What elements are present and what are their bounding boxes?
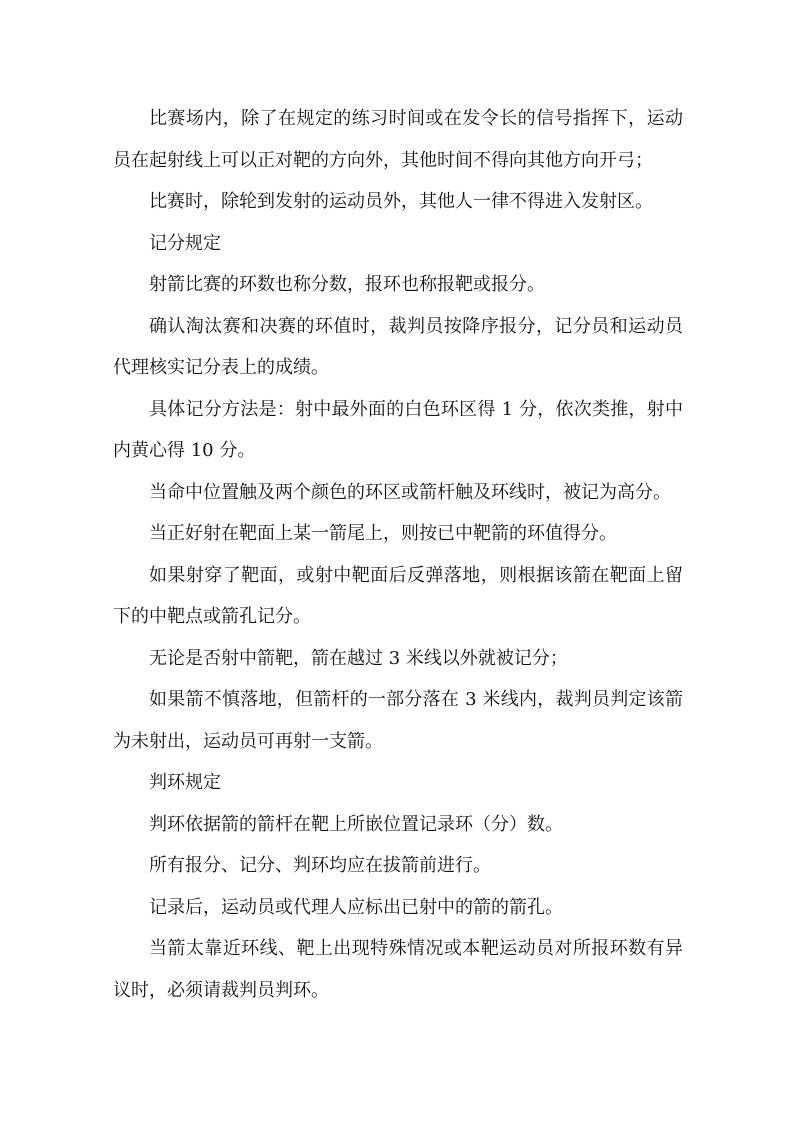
paragraph-shooting-area-rule: 比赛时，除轮到发射的运动员外，其他人一律不得进入发射区。 (149, 191, 653, 212)
paragraph-arrow-nock-rule: 当正好射在靶面上某一箭尾上，则按已中靶箭的环值得分。 (149, 523, 617, 544)
section-heading-ring-judging: 判环规定 (149, 772, 221, 793)
paragraph-elimination-scoring: 确认淘汰赛和决赛的环值时，裁判员按降序报分，记分员和运动员代理核实记分表上的成绩。 (113, 315, 683, 378)
paragraph-mark-holes: 记录后，运动员或代理人应标出已射中的箭的箭孔。 (149, 896, 563, 918)
paragraph-scoring-method: 具体记分方法是：射中最外面的白色环区得 1 分，依次类推，射中内黄心得 10 分。 (113, 398, 683, 461)
paragraph-score-definition: 射箭比赛的环数也称分数，报环也称报靶或报分。 (149, 274, 545, 295)
paragraph-judging-basis: 判环依据箭的箭杆在靶上所嵌位置记录环（分）数。 (149, 813, 563, 835)
paragraph-judge-call: 当箭太靠近环线、靶上出现特殊情况或本靶运动员对所报环数有异议时，必须请裁判员判环。 (113, 938, 683, 1001)
paragraph-range-rule: 比赛场内，除了在规定的练习时间或在发令长的信号指挥下，运动员在起射线上可以正对靶的方向外，其他时间不得向其他方向开弓； (113, 108, 683, 171)
paragraph-3m-line-rule: 无论是否射中箭靶，箭在越过 3 米线以外就被记分； (149, 647, 568, 669)
section-heading-scoring: 记分规定 (149, 232, 221, 254)
paragraph-pass-through-rule: 如果射穿了靶面，或射中靶面后反弹落地，则根据该箭在靶面上留下的中靶点或箭孔记分。 (113, 564, 683, 627)
paragraph-dropped-arrow-rule: 如果箭不慎落地，但箭杆的一部分落在 3 米线内，裁判员判定该箭为未射出，运动员可再射一支箭。 (113, 689, 683, 752)
paragraph-before-pulling: 所有报分、记分、判环均应在拔箭前进行。 (149, 855, 491, 876)
paragraph-line-touch-rule: 当命中位置触及两个颜色的环区或箭杆触及环线时，被记为高分。 (149, 481, 671, 503)
document-body (113, 98, 683, 1011)
